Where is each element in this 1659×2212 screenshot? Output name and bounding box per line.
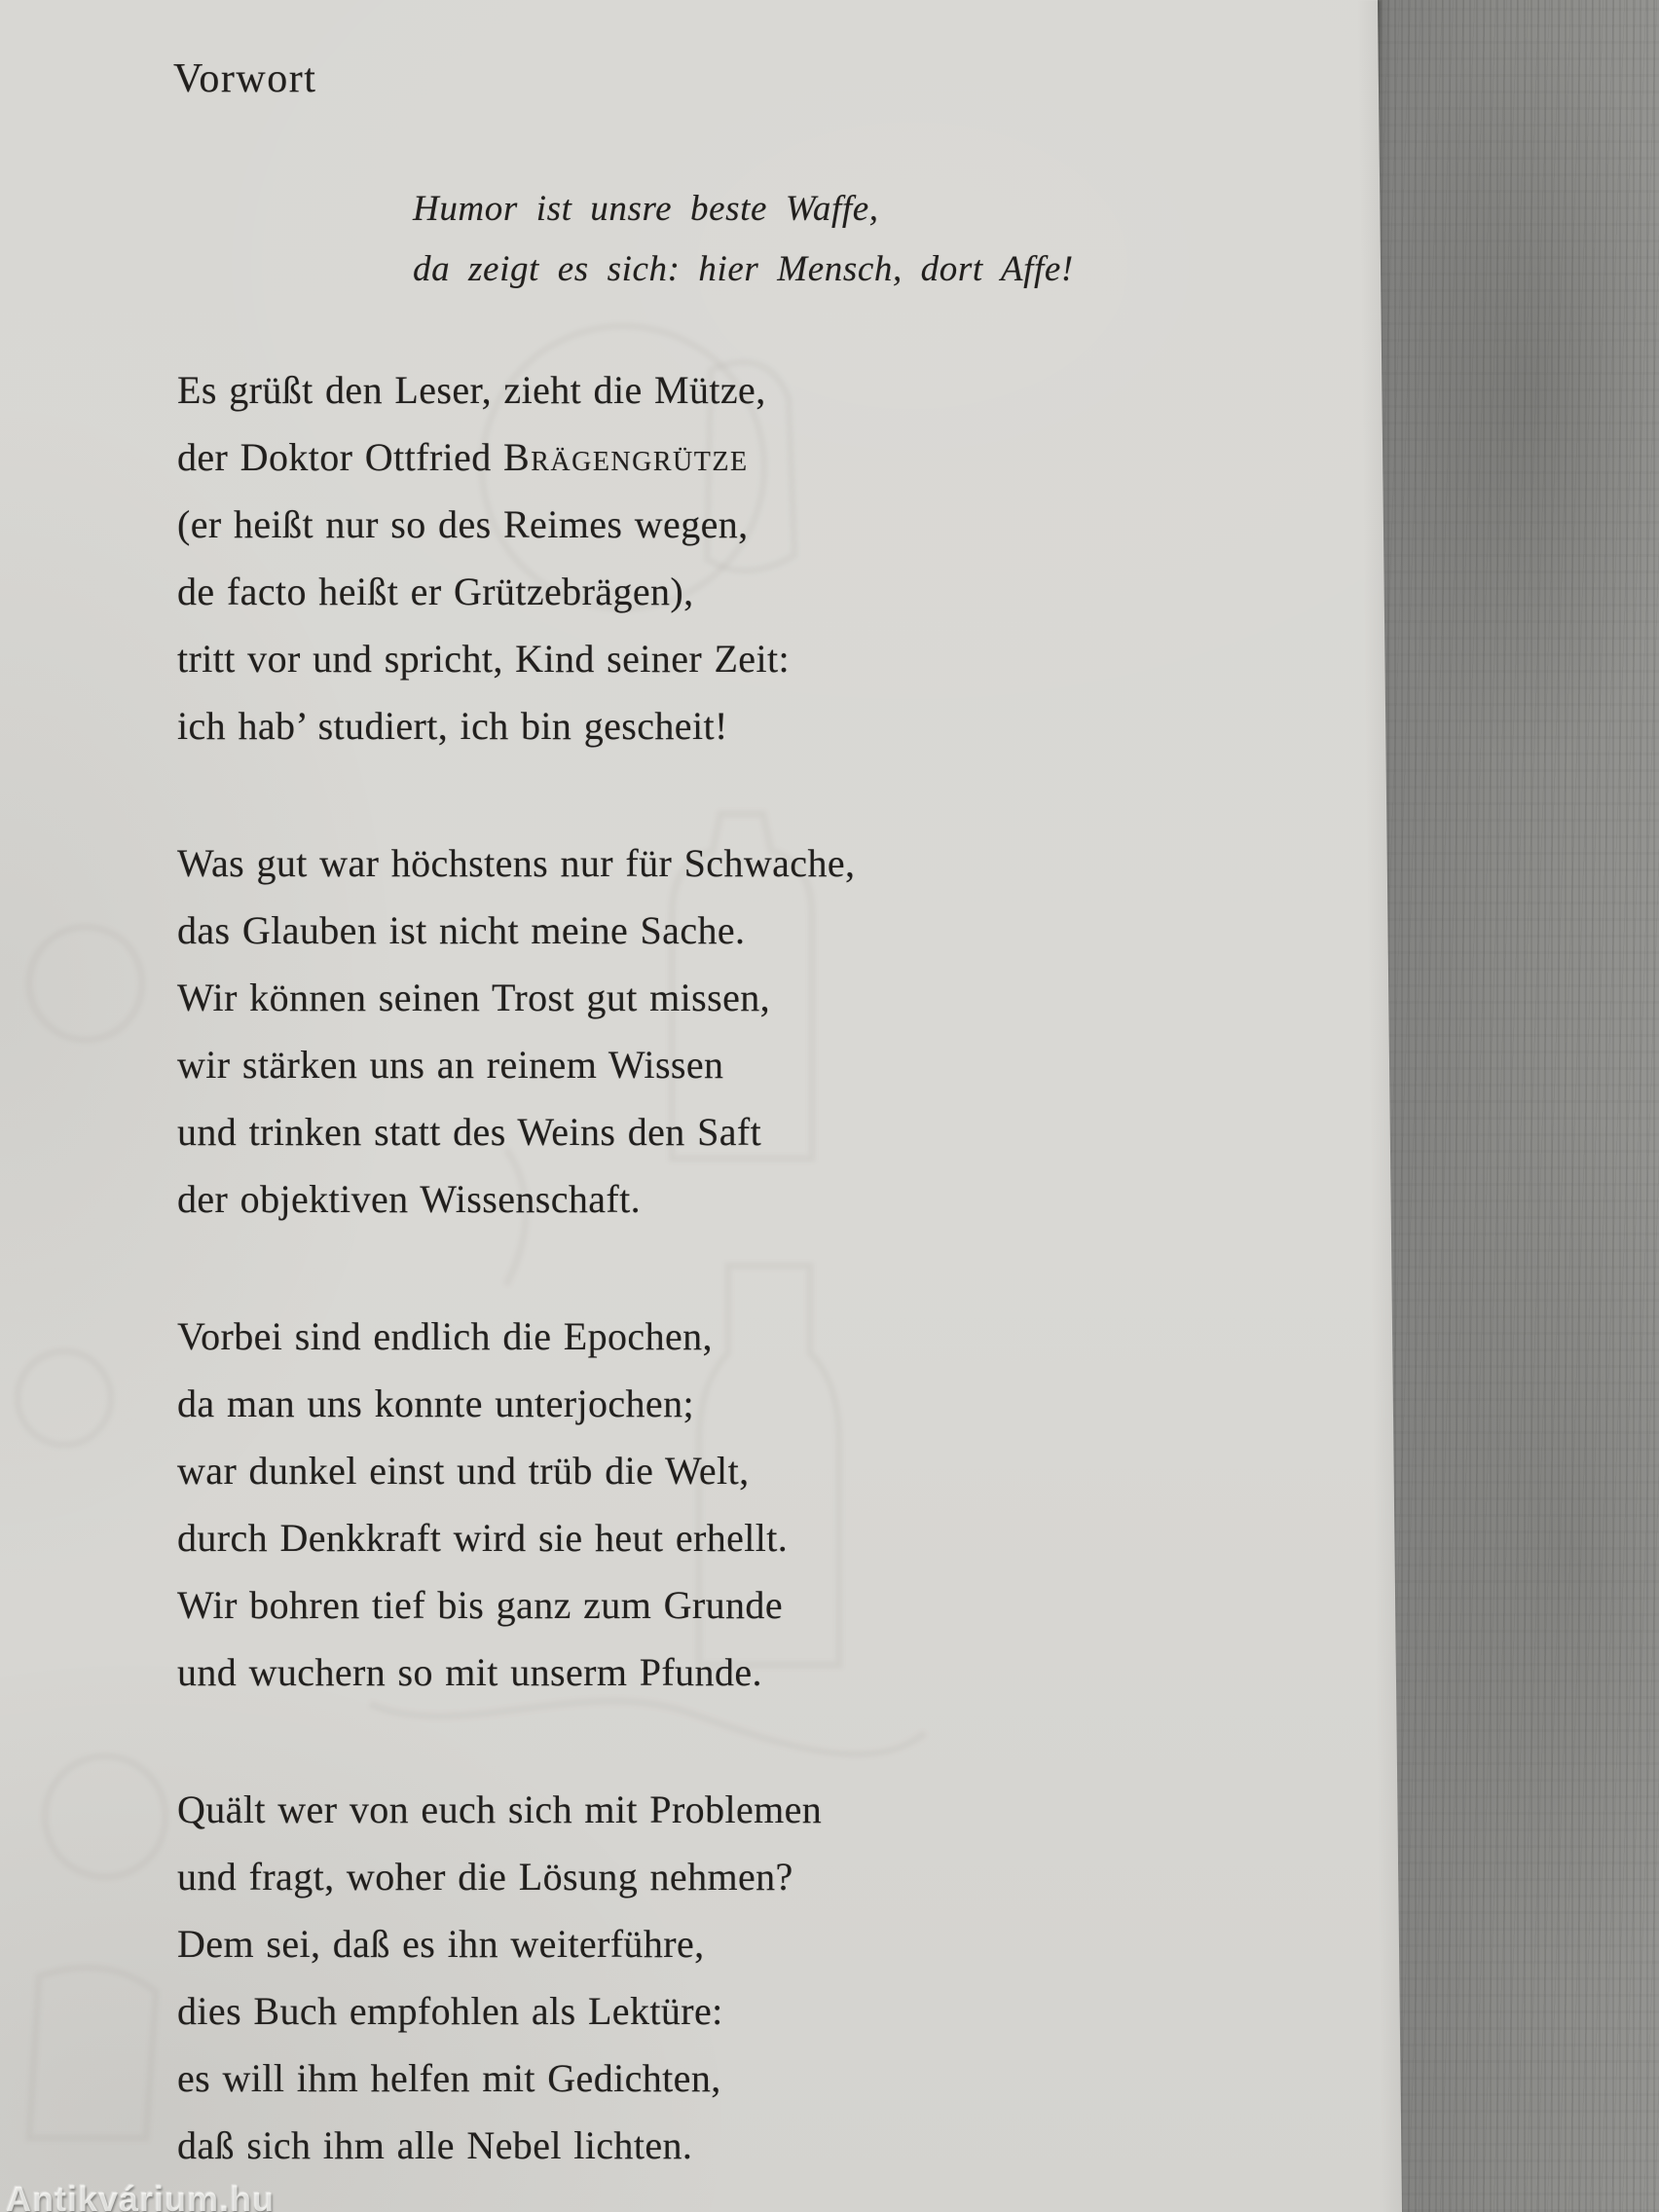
page-edge-strip	[1367, 0, 1659, 2212]
stanza-3	[177, 1303, 855, 1706]
stanza-1	[177, 356, 855, 759]
poem-line: und fragt, woher die Lösung nehmen?	[177, 1855, 793, 1899]
poem-line: durch Denkkraft wird sie heut erhellt.	[177, 1516, 789, 1560]
poem-line: Was gut war höchstens nur für Schwache,	[177, 841, 856, 885]
poem-line: (er heißt nur so des Reimes wegen,	[177, 502, 749, 546]
poem-line: das Glauben ist nicht meine Sache.	[177, 908, 746, 952]
epigraph-line: Humor ist unsre beste Waffe,	[413, 189, 879, 229]
poem-line: Wir bohren tief bis ganz zum Grunde	[177, 1583, 783, 1627]
poem-line: war dunkel einst und trüb die Welt,	[177, 1449, 750, 1493]
stanza-4	[177, 1776, 855, 2179]
poem-line: es will ihm helfen mit Gedichten,	[177, 2056, 721, 2100]
poem-line: Quält wer von euch sich mit Problemen	[177, 1788, 823, 1831]
epigraph	[413, 179, 1074, 300]
poem-line-text: der Doktor Ottfried	[177, 435, 504, 479]
poem-line: der objektiven Wissenschaft.	[177, 1177, 642, 1221]
poem-line: und wuchern so mit unserm Pfunde.	[177, 1650, 762, 1694]
poem-line: Dem sei, daß es ihn weiterführe,	[177, 1922, 705, 1966]
watermark: Antikvárium.hu	[6, 2179, 276, 2212]
poem-line: Wir können seinen Trost gut missen,	[177, 976, 771, 1019]
poem-line: wir stärken uns an reinem Wissen	[177, 1043, 724, 1087]
poem-line: daß sich ihm alle Nebel lichten.	[177, 2123, 693, 2167]
poem-line: tritt vor und spricht, Kind seiner Zeit:	[177, 637, 790, 681]
poem-line: dies Buch empfohlen als Lektüre:	[177, 1989, 723, 2033]
poem-line: und trinken statt des Weins den Saft	[177, 1110, 762, 1154]
poem-line: Vorbei sind endlich die Epochen,	[177, 1314, 713, 1358]
poem-line: da man uns konnte unterjochen;	[177, 1382, 694, 1425]
poem-line: Es grüßt den Leser, zieht die Mütze,	[177, 368, 766, 412]
smallcaps-name: Brägengrütze	[503, 435, 749, 479]
poem-line: ich hab’ studiert, ich bin gescheit!	[177, 704, 728, 748]
poem-line: de facto heißt er Grützebrägen),	[177, 570, 694, 613]
poem	[177, 356, 855, 2212]
epigraph-line: da zeigt es sich: hier Mensch, dort Affe!	[413, 249, 1074, 289]
poem-line	[177, 424, 855, 491]
page-title: Vorwort	[173, 56, 317, 101]
stanza-2	[177, 830, 855, 1233]
